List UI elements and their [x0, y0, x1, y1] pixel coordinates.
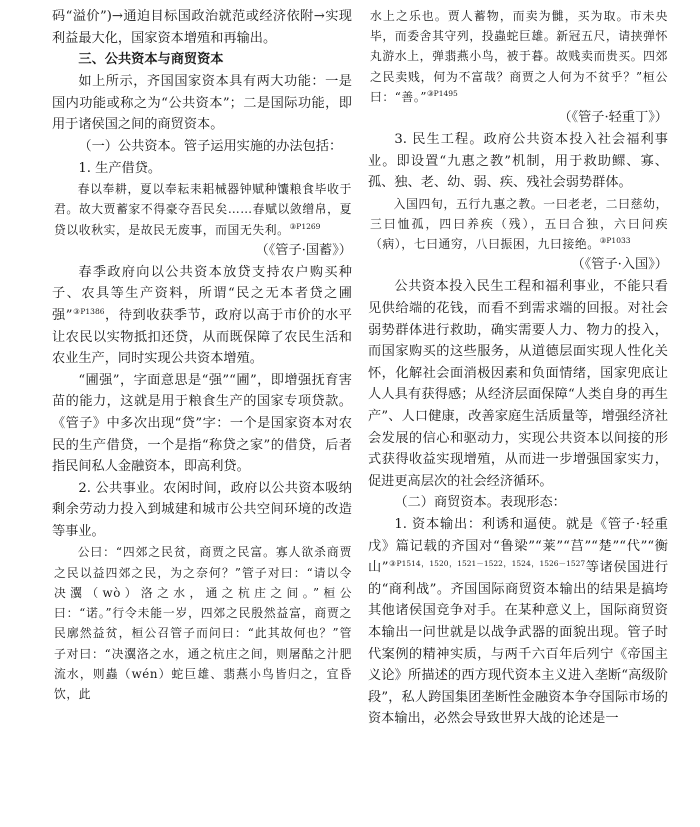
paragraph-text: 三、公共资本与商贸资本	[78, 52, 224, 68]
paragraph-text: （《管子·国蓄》）	[255, 242, 352, 258]
quotation-source	[368, 254, 668, 276]
paragraph-text: （二）商贸资本。表现形态：	[394, 495, 566, 511]
body-paragraph	[52, 262, 352, 370]
paragraph-text-continued: 等诸侯国进行的“商利战”。齐国国际商贸资本输出的结果是搞垮其他诸侯国竞争对手。在某种意义上，国际商贸资本输出一问世就是以战争武器的面貌出现。管子时代案例的精神实质，与两千六百年后列宁《帝国主义论》所描述的西方现代资本主义进入垄断“高级阶段”，私人跨国集团垄断性金融资本争夺国际市场的资本输出，必然会导致世界大战的论述是一	[368, 560, 669, 727]
paragraph-text: 春以奉耕，夏以奉耘耒耜械器钟赋种馕粮食毕收于君。故大贾蓄家不得豪夺吾民矣……春赋以敛缯帛，夏贷以收秋实，是故民无废事，而国无失利。	[54, 182, 352, 237]
paragraph-text: 公共资本投入民生工程和福利事业，不能只看见供给端的花钱，而看不到需求端的回报。对社会弱势群体进行救助，确实需要人力、物力的投入，而国家购买的这些服务，从道德层面实现人性化关怀，化解社会面消极因素和负面情绪，国家兜底让人人具有获得感；从经济层面保障“人类自身的再生产”、人口健康，改善家庭生活质量等，增强经济社会发展的信心和驱动力，实现公共资本以间接的形式获得收益实现增殖，从而进一步增强国家实力，促进更高层次的社会经济循环。	[368, 279, 668, 489]
citation-reference: ③P1269	[289, 221, 321, 231]
body-paragraph	[368, 514, 668, 730]
body-paragraph	[52, 136, 352, 158]
paragraph-text: （一）公共资本。管子运用实施的办法包括：	[78, 138, 343, 154]
citation-reference: ③P1514，1520，1521－1522，1524，1526－1527	[388, 559, 586, 569]
quotation-block	[52, 542, 352, 704]
paragraph-text: 水上之乐也。贾人蓄物，而卖为雠，买为取。市未央毕，而委舍其守列，投蟲蛇巨雄。新冠五尺，请挟弹怀丸游水上，弹翡燕小鸟，被于暮。故贱卖而贵买。四郊之民卖贱，何为不富哉？商贾之人何为不贫乎？”桓公曰：“善。”	[370, 9, 668, 104]
right-column	[368, 6, 668, 730]
section-heading	[52, 49, 352, 71]
quotation-source	[52, 240, 352, 262]
paragraph-text: 码“溢价”)→通迫目标国政治就范或经济依附→实现利益最大化，国家资本增殖和再输出。	[52, 9, 352, 46]
paragraph-text: （《管子·轻重丁》）	[558, 110, 668, 126]
paragraph-text: 入国四旬，五行九惠之教。一曰老老，二曰慈幼，三曰恤孤，四曰养疾（残），五曰合独，六曰问疾（病），七曰通穷，八曰振困，九曰接绝。	[370, 196, 668, 252]
paragraph-text: 公曰：“四郊之民贫，商贾之民富。寡人欲杀商贾之民以益四郊之民，为之奈何？”管子对曰：“请以令决瀷（wò）洛之水，通之杭庄之间。”桓公曰：“诺。”行令未能一岁，四郊之民殷然益富，商贾之民廓然益贫，桓公召管子而问曰：“此其故何也？”管子对曰：“决瀷洛之水，通之杭庄之间，则屠酤之汁肥流水，则蟲（wén）蛇巨雄、翡燕小鸟皆归之，宜昏饮，此	[54, 545, 352, 701]
paragraph-text: （《管子·入国》）	[571, 257, 668, 273]
body-paragraph	[52, 158, 352, 180]
body-paragraph	[368, 129, 668, 194]
citation-reference: ③P1386	[72, 306, 105, 316]
quotation-block	[52, 179, 352, 240]
body-paragraph	[52, 370, 352, 478]
paragraph-text: 如上所示，齐国国家资本具有两大功能：一是国内功能或称之为“公共资本”；二是国际功能，即用于诸侯国之间的商贸资本。	[52, 74, 352, 133]
body-paragraph	[52, 478, 352, 543]
citation-reference: ③P1033	[599, 236, 631, 246]
body-paragraph	[52, 6, 352, 49]
citation-reference: ③P1495	[426, 88, 458, 98]
body-paragraph	[368, 276, 668, 492]
paragraph-text: 1. 资本输出：利诱和逼使。就是《管子·轻重戊》篇记载的齐国对“鲁梁”“莱”“莒”“楚”“代”“衡山”	[368, 516, 668, 576]
body-paragraph	[368, 492, 668, 514]
paragraph-text: 2. 公共事业。农闲时间，政府以公共资本吸纳剩余劳动力投入到城建和城市公共空间环境的改造等事业。	[52, 480, 352, 539]
quotation-block	[368, 6, 668, 107]
left-column	[52, 6, 352, 704]
paragraph-text-continued: ，待到收获季节，政府以高于市价的水平让农民以实物抵扣还贷，从而既保障了农民生活和农业生产，同时实现公共资本增殖。	[52, 307, 352, 367]
quotation-block	[368, 194, 668, 255]
paragraph-text: 春季政府向以公共资本放贷支持农户购买种子、农具等生产资料，所谓“民之无本者贷之圃强”	[52, 264, 352, 323]
quotation-source	[368, 107, 668, 129]
paragraph-text: “圃强”，字面意思是“强”“圃”，即增强抚育害苗的能力，这就是用于粮食生产的国家专项贷款。《管子》中多次出现“贷”字：一个是国家资本对农民的生产借贷，一个是指“称贷之家”的借贷，后者指民间私人金融资本，即高利贷。	[52, 372, 352, 475]
paragraph-text: 3. 民生工程。政府公共资本投入社会福利事业。即设置“九惠之教”机制，用于救助鳏、寡、孤、独、老、幼、弱、疾、残社会弱势群体。	[368, 132, 668, 191]
body-paragraph	[52, 71, 352, 136]
paragraph-text: 1. 生产借贷。	[78, 160, 162, 176]
